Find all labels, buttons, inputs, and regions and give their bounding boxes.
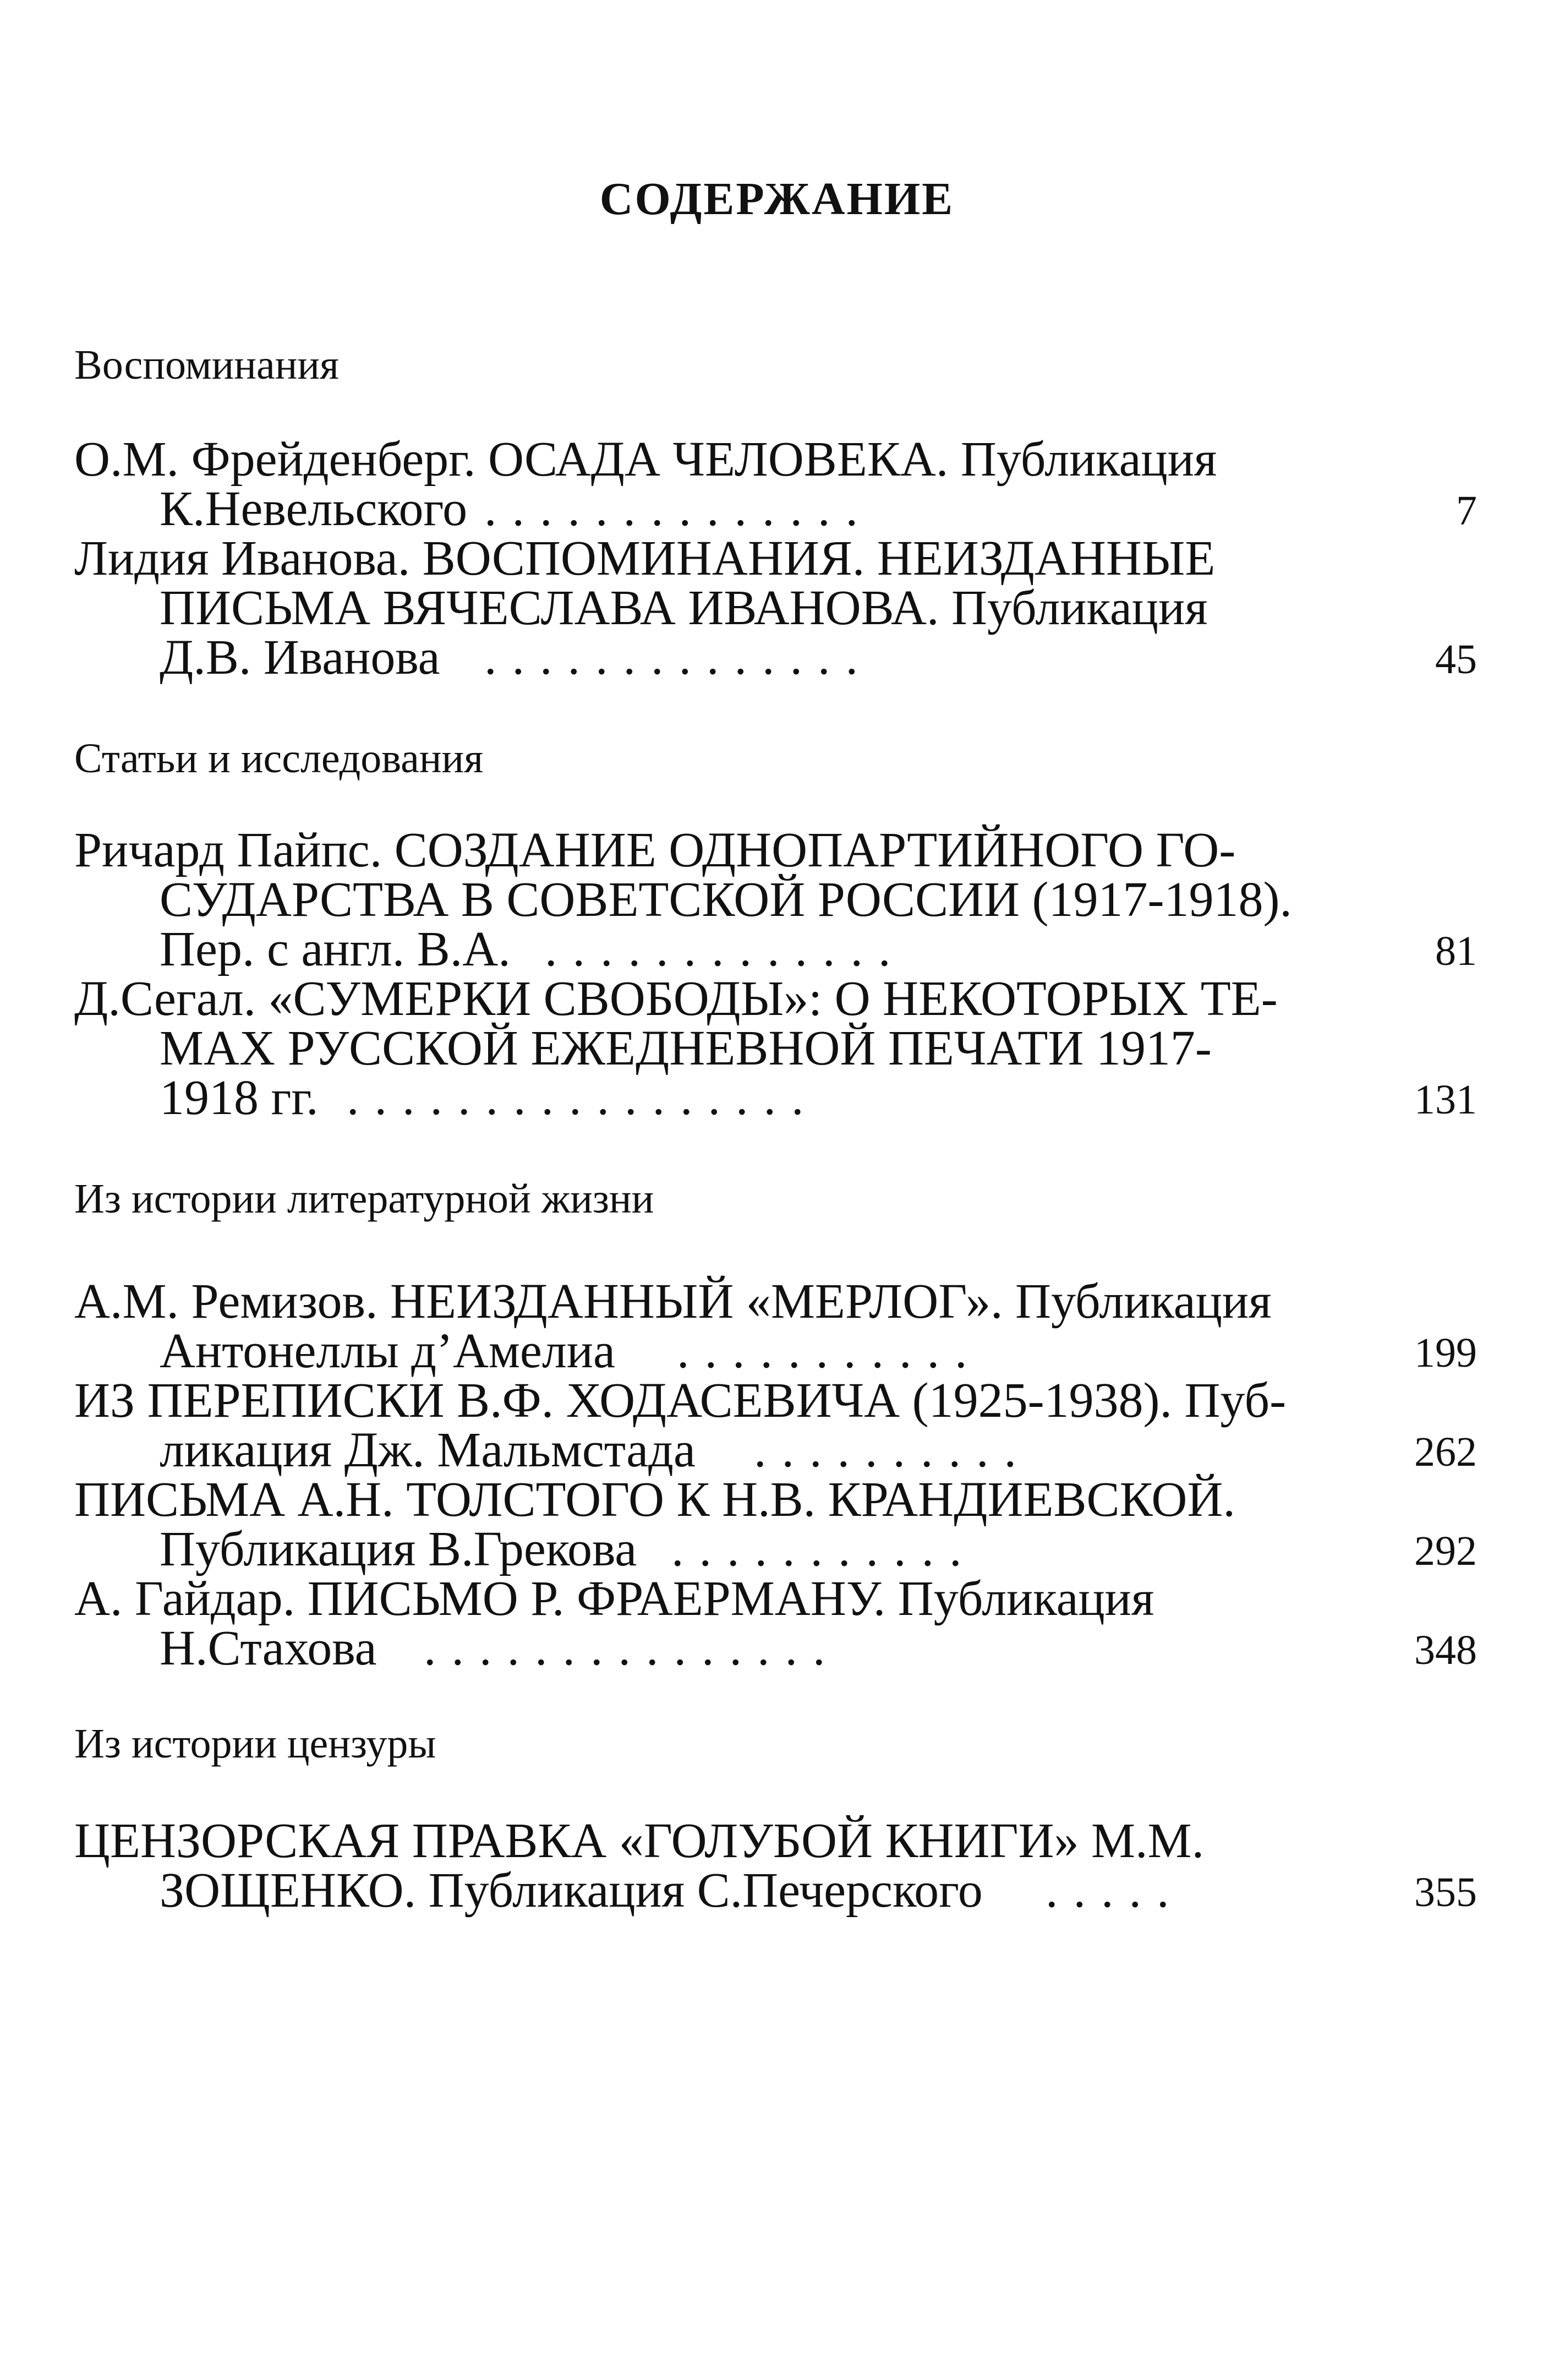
- entry-line: ПИСЬМА ВЯЧЕСЛАВА ИВАНОВА. Публикация: [160, 581, 1208, 635]
- dot-leader: ...........: [671, 1522, 977, 1576]
- dot-leader: ...............: [424, 1621, 841, 1675]
- page-title: СОДЕРЖАНИЕ: [599, 173, 955, 225]
- entry-line: Д.Сегал. «СУМЕРКИ СВОБОДЫ»: О НЕКОТОРЫХ ТЕ-: [74, 971, 1278, 1026]
- entry-line: ИЗ ПЕРЕПИСКИ В.Ф. ХОДАСЕВИЧА (1925-1938). Пуб-: [74, 1373, 1287, 1428]
- section-heading: Статьи и исследования: [74, 735, 484, 782]
- section-heading: Воспоминания: [74, 342, 340, 388]
- entry-line: А.М. Ремизов. НЕИЗДАННЫЙ «МЕРЛОГ». Публикация: [74, 1274, 1272, 1329]
- page-number: 292: [1414, 1528, 1477, 1574]
- page-number: 7: [1456, 488, 1477, 534]
- dot-leader: ..............: [484, 482, 873, 536]
- entry-line: А. Гайдар. ПИСЬМО Р. ФРАЕРМАНУ. Публикация: [74, 1571, 1154, 1626]
- entry-line: Д.В. Иванова: [160, 630, 440, 685]
- dot-leader: ..............: [484, 630, 873, 685]
- entry-line: МАХ РУССКОЙ ЕЖЕДНЕВНОЙ ПЕЧАТИ 1917-: [160, 1021, 1212, 1076]
- entry-line: Пер. с англ. В.А.: [160, 922, 511, 976]
- entry-line: К.Невельского: [160, 482, 468, 536]
- entry-line: ПИСЬМА А.Н. ТОЛСТОГО К Н.В. КРАНДИЕВСКОЙ.: [74, 1472, 1235, 1527]
- entry-line: Антонеллы д’Амелиа: [160, 1324, 615, 1378]
- page-number: 348: [1414, 1627, 1477, 1673]
- entry-line: Публикация В.Грекова: [160, 1522, 637, 1576]
- section-heading: Из истории литературной жизни: [74, 1176, 654, 1222]
- dot-leader: .....: [1046, 1863, 1185, 1918]
- page-number: 45: [1435, 636, 1477, 683]
- section-heading: Из истории цензуры: [74, 1721, 436, 1767]
- entry-line: Ричард Пайпс. СОЗДАНИЕ ОДНОПАРТИЙНОГО ГО-: [74, 823, 1236, 877]
- entry-line: Лидия Иванова. ВОСПОМИНАНИЯ. НЕИЗДАННЫЕ: [74, 531, 1216, 586]
- dot-leader: ...........: [677, 1324, 983, 1378]
- entry-line: О.М. Фрейденберг. ОСАДА ЧЕЛОВЕКА. Публикация: [74, 432, 1217, 487]
- entry-line: ликация Дж. Мальмстада: [160, 1423, 696, 1477]
- entry-line: 1918 гг.: [160, 1071, 319, 1125]
- page-number: 81: [1435, 928, 1477, 974]
- dot-leader: .............: [545, 922, 906, 976]
- page-number: 199: [1414, 1330, 1477, 1376]
- page-number: 355: [1414, 1869, 1477, 1915]
- entry-line: ЗОЩЕНКО. Публикация С.Печерского: [160, 1863, 983, 1918]
- dot-leader: .................: [347, 1071, 819, 1125]
- dot-leader: ..........: [754, 1423, 1032, 1477]
- entry-line: ЦЕНЗОРСКАЯ ПРАВКА «ГОЛУБОЙ КНИГИ» М.М.: [74, 1814, 1205, 1868]
- page-number: 131: [1414, 1077, 1477, 1123]
- page-number: 262: [1414, 1429, 1477, 1475]
- entry-line: Н.Стахова: [160, 1621, 377, 1675]
- entry-line: СУДАРСТВА В СОВЕТСКОЙ РОССИИ (1917-1918).: [160, 872, 1292, 927]
